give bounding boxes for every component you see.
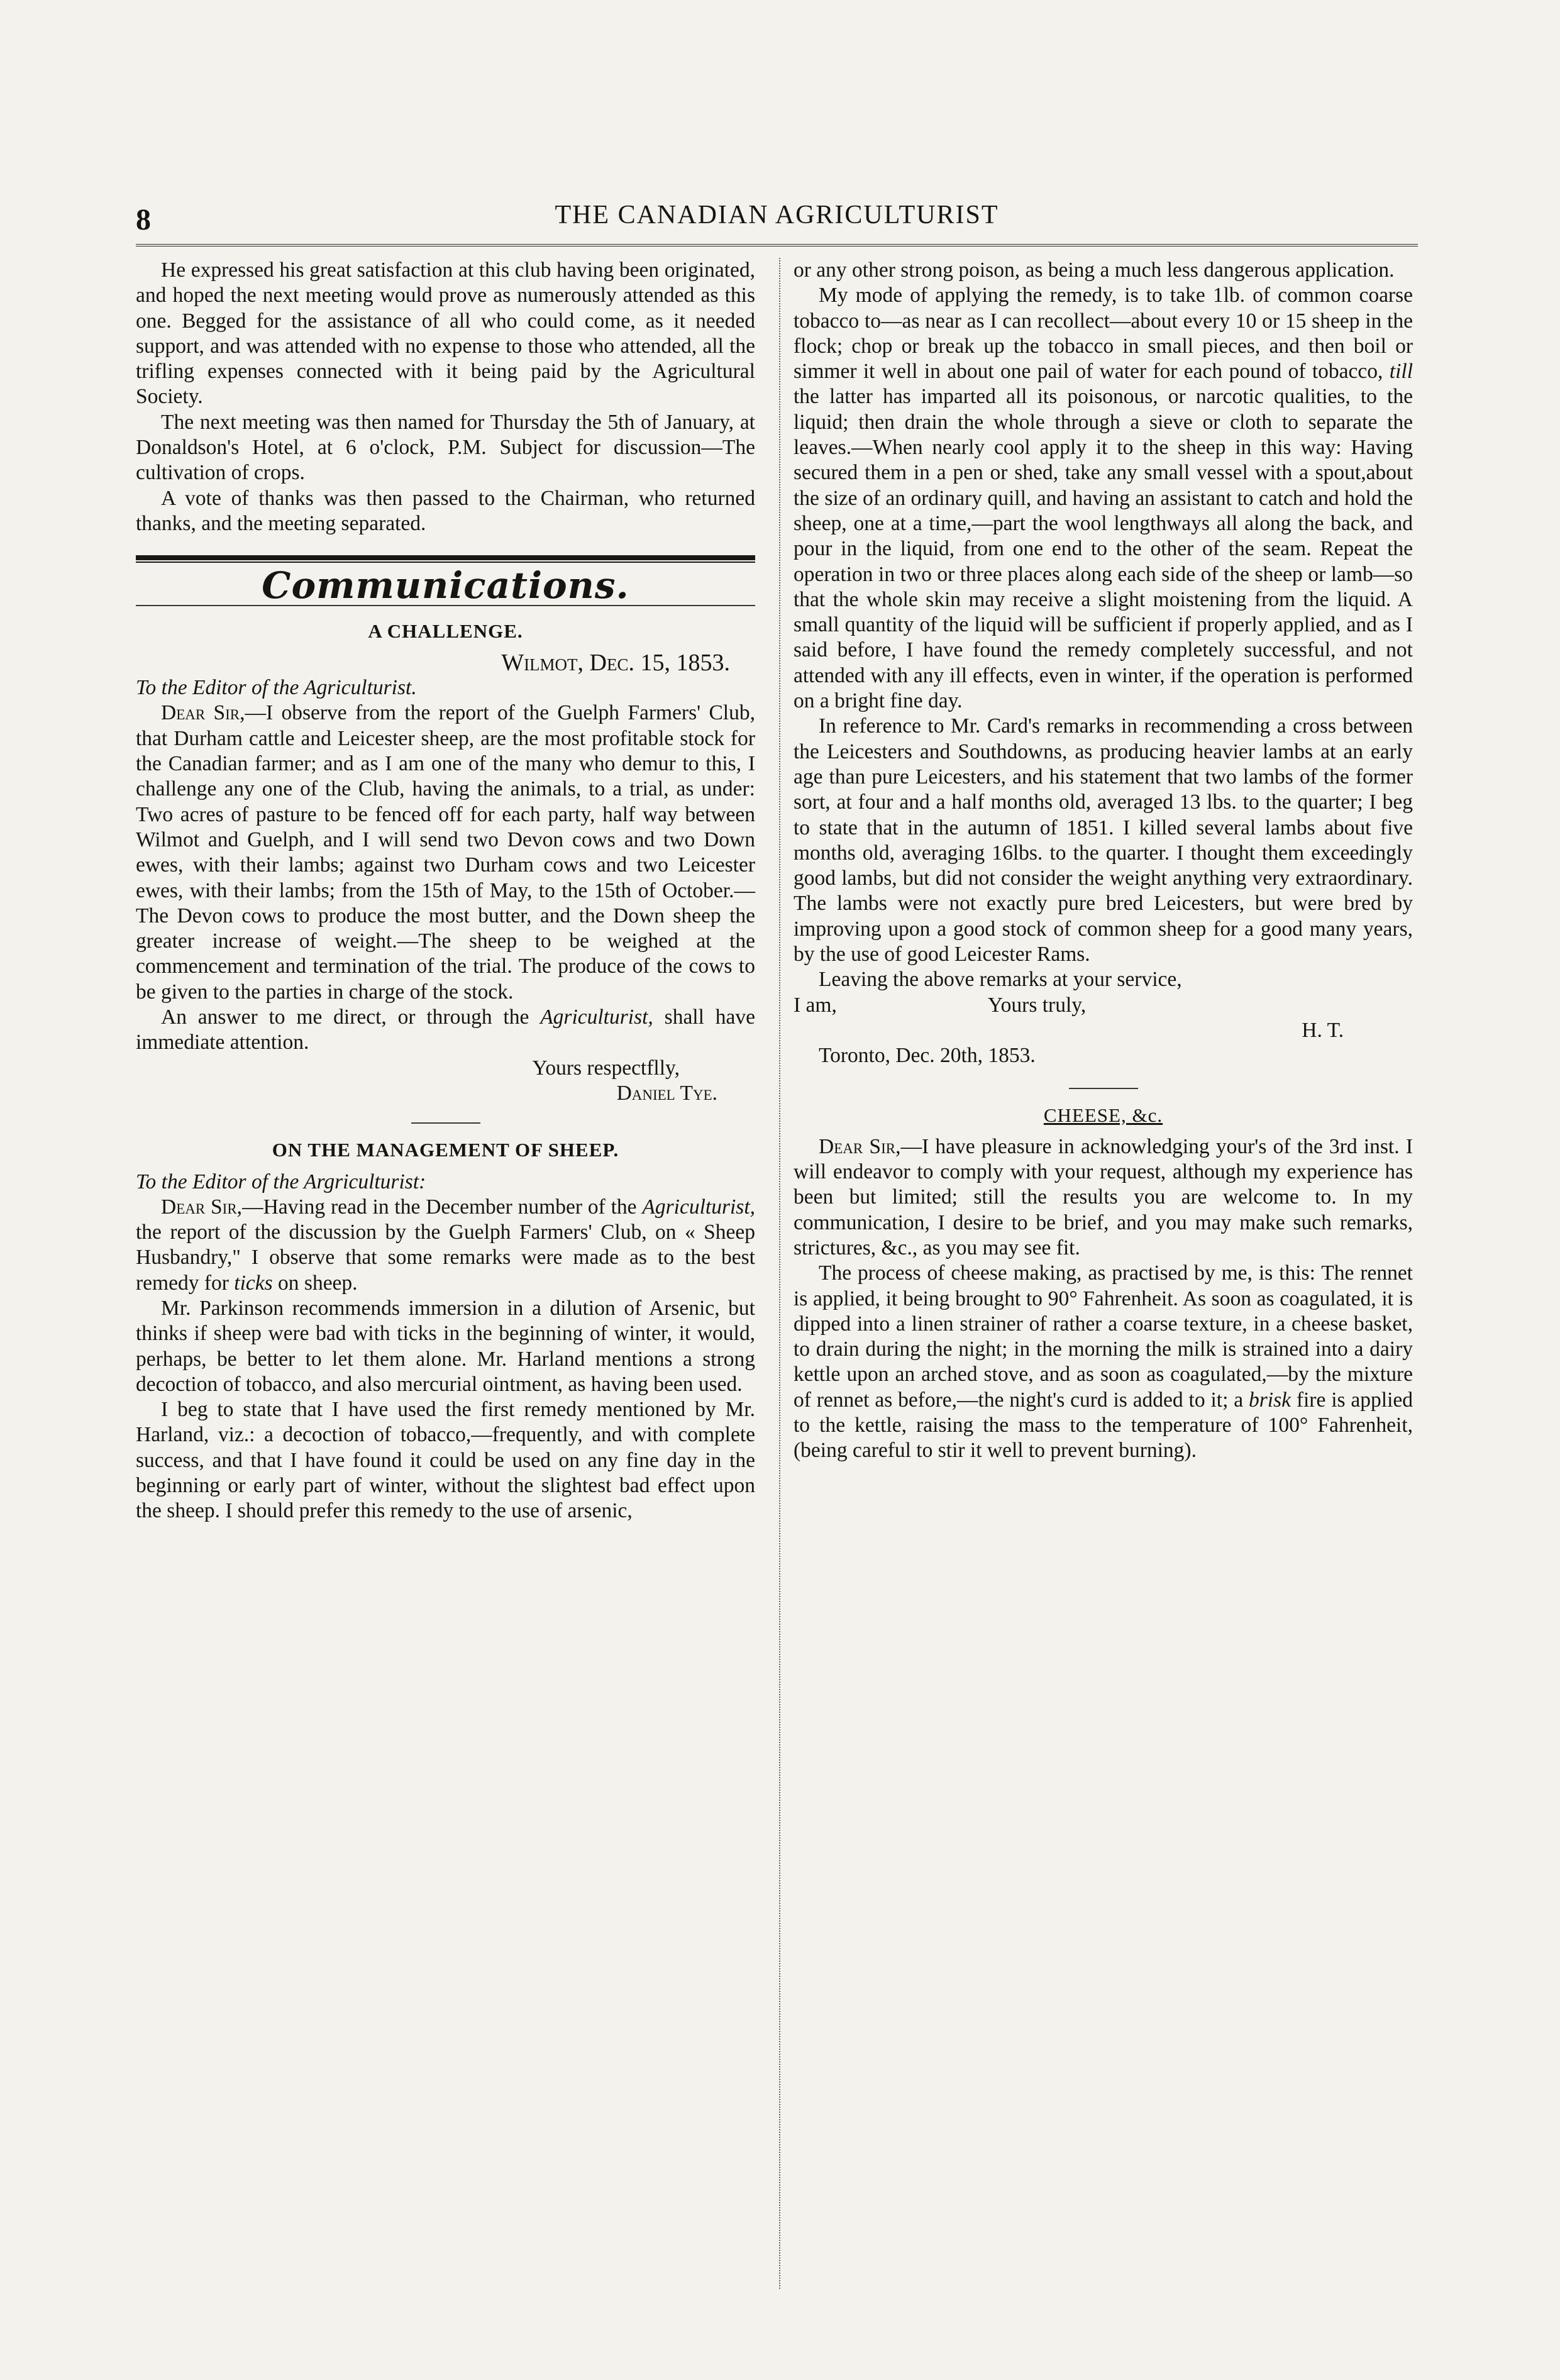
challenge-dateline: Wilmot, Dec. 15, 1853.	[501, 649, 730, 676]
sheep-signature: H. T.	[1302, 1018, 1344, 1042]
sheep-p1-e: on sheep.	[272, 1271, 358, 1295]
sheep-reference-paragraph: In reference to Mr. Card's remarks in recommending a cross between the Leicesters and Southdowns, as producing heavier lambs at an early age than pure Leicesters, and his statement that two lambs of the former sort, at four and a half months old, averaged 13 lbs. to the quarter; I beg to state that in the autumn of 1851. I killed several lambs about five months old, averaging 16lbs. to the quarter. I thought them exceedingly good lambs, but did not consider the weight anything very extraordinary. The lambs were not exactly pure bred Leicesters, but were bred by improving upon a good stock of common sheep for a good many years, by the use of good Leicester Rams.	[794, 714, 1413, 966]
cheese-p1-text: —I have pleasure in acknowledging your's of the 3rd inst. I will endeavor to comply with your request, although my experience has been but limited; still the results you are welcome to. In my communication, I desire to be brief, and you may make such remarks, strictures, &c., as you may see fit.	[794, 1134, 1413, 1259]
cheese-p2-c: fire is applied to the kettle, raising the mass to the temperature of 100° Fahrenheit, (being careful to stir it well to prevent burning).	[794, 1388, 1413, 1463]
sheep-sign-place: Toronto, Dec. 20th, 1853.	[819, 1044, 1036, 1068]
answer-text-start: An answer to me direct, or through the	[161, 1005, 541, 1029]
cheese-paragraph-1	[794, 1134, 1413, 1261]
sheep-salutation: Dear Sir,	[161, 1195, 243, 1219]
challenge-body	[136, 700, 755, 1005]
challenge-answer	[136, 1005, 755, 1056]
left-column	[136, 258, 755, 1524]
sheep-mode-paragraph	[794, 283, 1413, 714]
mode-text-a: My mode of applying the remedy, is to take 1lb. of common coarse tobacco to—as near as I can recollect—about every 10 or 15 sheep in the flock; chop or break up the tobacco in small pieces, and then boil or simmer it well in about one pail of water for each pound of tobacco,	[794, 284, 1413, 384]
sheep-p1-c: the report of the discussion by the Guelph Farmers' Club, on « Sheep Husbandry," I observe that some remarks were made as to the best remedy for	[136, 1220, 755, 1295]
sheep-p1-a: —Having read in the December number of the	[242, 1195, 643, 1219]
section-rule	[136, 555, 755, 563]
mode-text-b: till	[1389, 360, 1413, 384]
challenge-title: A CHALLENGE.	[368, 619, 523, 642]
cheese-paragraph-2	[794, 1261, 1413, 1463]
article-separator	[411, 1122, 480, 1124]
challenge-closing: Yours respectflly,	[532, 1056, 680, 1080]
sheep-sign-line	[794, 993, 1413, 1018]
sheep-continuation: or any other strong poison, as being a much less dangerous application.	[794, 258, 1395, 282]
club-report-paragraph-3: A vote of thanks was then passed to the Chairman, who returned thanks, and the meeting separated.	[136, 486, 755, 535]
page-number: 8	[136, 203, 151, 236]
answer-text-italic: Agriculturist,	[540, 1005, 653, 1029]
club-report-paragraph-2: The next meeting was then named for Thursday the 5th of January, at Donaldson's Hotel, at 6 o'clock, P.M. Subject for discussion—The cultivation of crops.	[136, 410, 755, 485]
cheese-title: CHEESE, &c.	[1043, 1104, 1163, 1126]
right-column	[794, 258, 1413, 1464]
right-article-separator	[1069, 1088, 1138, 1089]
club-report-paragraph-1: He expressed his great satisfaction at this club having been originated, and hoped the next meeting would prove as numerously attended as this one. Begged for the assistance of all who could come, as it needed support, and was attended with no expense to those who attended, all the trifling expenses connected with it being paid by the Agricultural Society.	[136, 258, 755, 409]
sheep-paragraph-1	[136, 1195, 755, 1296]
answer-text-end: shall have immediate attention.	[136, 1005, 755, 1054]
sign-yours: Yours truly,	[987, 993, 1087, 1017]
section-heading: Communications.	[262, 564, 629, 607]
sheep-addressee: To the Editor of the Argriculturist:	[136, 1170, 426, 1193]
cheese-salutation: Dear Sir,	[819, 1134, 901, 1158]
challenge-signature: Daniel Tye.	[616, 1081, 717, 1105]
sheep-p1-d: ticks	[234, 1271, 273, 1295]
challenge-addressee: To the Editor of the Agriculturist.	[136, 676, 417, 700]
header-rule	[136, 244, 1418, 246]
running-title: THE CANADIAN AGRICULTURIST	[555, 201, 999, 230]
sheep-p1-b: Agriculturist,	[642, 1195, 756, 1219]
mode-text-c: the latter has imparted all its poisonous, or narcotic qualities, to the liquid; then drain the whole through a sieve or cloth to separate the leaves.—When nearly cool apply it to the sheep in this way: Having secured them in a pen or shed, take any small vessel with a spout,about the size of an ordinary quill, and having an assistant to catch and hold the sheep, one at a time,—part the wool lengthways all along the back, and pour in the liquid, from one end to the other of the seam. Repeat the operation in two or three places along each side of the sheep or lamb—so that the whole skin may receive a slight moistening from the liquid. A small quantity of the liquid will be sufficient if properly applied, and as I said before, I have found the remedy completely successful, and not attended with any ill effects, even in winter, if the operation is performed on a bright fine day.	[794, 385, 1413, 713]
sheep-leaving-paragraph: Leaving the above remarks at your service,	[819, 968, 1182, 992]
sheep-paragraph-3: I beg to state that I have used the first remedy mentioned by Mr. Harland, viz.: a decoction of tobacco,—frequently, and with complete success, and that I have found it could be used on any fine day in the beginning or early part of winter, without the slightest bad effect upon the sheep. I should prefer this remedy to the use of arsenic,	[136, 1398, 755, 1523]
cheese-p2-a: The process of cheese making, as practised by me, is this: The rennet is applied, it being brought to 90° Fahrenheit. As soon as coagulated, it is dipped into a linen strainer of rather a coarse texture, in a cheese basket, to drain during the night; in the morning the milk is strained into a dairy kettle upon an arched stove, and as soon as coagulated,—by the mixture of rennet as before,—the night's curd is added to it; a	[794, 1261, 1413, 1412]
cheese-p2-b: brisk	[1248, 1388, 1291, 1412]
challenge-salutation: Dear Sir,	[161, 701, 245, 725]
sheep-title: ON THE MANAGEMENT OF SHEEP.	[272, 1139, 619, 1161]
sheep-paragraph-2: Mr. Parkinson recommends immersion in a dilution of Arsenic, but thinks if sheep were bad with ticks in the beginning of winter, it would, perhaps, be better to let them alone. Mr. Harland mentions a strong decoction of tobacco, and also mercurial ointment, as having been used.	[136, 1296, 755, 1396]
challenge-body-text: —I observe from the report of the Guelph Farmers' Club, that Durham cattle and Leicester sheep, are the most profitable stock for the Canadian farmer; and as I am one of the many who demur to this, I challenge any one of the Club, having the animals, to a trial, as under: Two acres of pasture to be fenced off for each party, half way between Wilmot and Guelph, and I will send two Devon cows and two Down ewes, with their lambs; against two Durham cows and two Leicester ewes, with their lambs; from the 15th of May, to the 15th of October.—The Devon cows to produce the most butter, and the Down sheep the greater increase of weight.—The sheep to be weighed at the commencement and termination of the trial. The produce of the cows to be given to the parties in charge of the stock.	[136, 701, 755, 1004]
column-divider	[779, 258, 780, 2289]
sign-i-am: I am,	[794, 993, 837, 1017]
